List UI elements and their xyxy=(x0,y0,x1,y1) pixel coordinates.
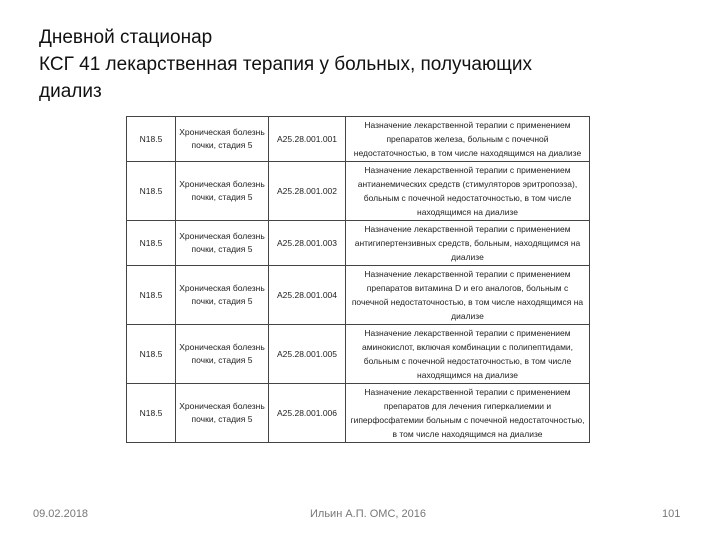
diagnosis-name-cell: Хроническая болезнь почки, стадия 5 xyxy=(176,221,269,266)
diagnosis-code-cell: N18.5 xyxy=(127,384,176,443)
service-description-cell: Назначение лекарственной терапии с применением препаратов железа, больным с почечной недостаточностью, в том числе находящимся на диализе xyxy=(346,117,590,162)
service-description-cell: Назначение лекарственной терапии с применением препаратов для лечения гиперкалиемии и гиперфосфатемии больным с почечной недостаточностью, в том числе находящимся на диализе xyxy=(346,384,590,443)
footer-author: Ильин А.П. ОМС, 2016 xyxy=(310,508,426,520)
table-row xyxy=(127,221,590,266)
diagnosis-code-cell: N18.5 xyxy=(127,266,176,325)
service-description-cell: Назначение лекарственной терапии с применением антианемических средств (стимуляторов эритропоэза), больным с почечной недостаточностью, в том числе находящимся на диализе xyxy=(346,162,590,221)
service-code-cell: A25.28.001.003 xyxy=(269,221,346,266)
diagnosis-name-cell: Хроническая болезнь почки, стадия 5 xyxy=(176,117,269,162)
diagnosis-name-cell: Хроническая болезнь почки, стадия 5 xyxy=(176,384,269,443)
service-code-cell: A25.28.001.004 xyxy=(269,266,346,325)
diagnosis-code-cell: N18.5 xyxy=(127,325,176,384)
title-line-1: Дневной стационар xyxy=(39,27,213,48)
table-row xyxy=(127,162,590,221)
diagnosis-name-cell: Хроническая болезнь почки, стадия 5 xyxy=(176,162,269,221)
diagnosis-name-cell: Хроническая болезнь почки, стадия 5 xyxy=(176,325,269,384)
service-description-cell: Назначение лекарственной терапии с применением аминокислот, включая комбинации с полипептидами, больным с почечной недостаточностью, в том числе находящимся на диализе xyxy=(346,325,590,384)
diagnosis-name-cell: Хроническая болезнь почки, стадия 5 xyxy=(176,266,269,325)
table-row xyxy=(127,117,590,162)
diagnosis-code-cell: N18.5 xyxy=(127,162,176,221)
service-code-cell: A25.28.001.002 xyxy=(269,162,346,221)
footer-date: 09.02.2018 xyxy=(33,508,89,520)
title-line-2: КСГ 41 лекарственная терапия у больных, получающих xyxy=(39,54,532,75)
service-description-cell: Назначение лекарственной терапии с применением препаратов витамина D и его аналогов, больным с почечной недостаточностью, в том числе находящимся на диализе xyxy=(346,266,590,325)
diagnosis-code-cell: N18.5 xyxy=(127,117,176,162)
ksg-table xyxy=(126,116,590,443)
service-description-cell: Назначение лекарственной терапии с применением антигипертензивных средств, больным, находящимся на диализе xyxy=(346,221,590,266)
table-row xyxy=(127,266,590,325)
service-code-cell: A25.28.001.001 xyxy=(269,117,346,162)
title-line-3: диализ xyxy=(39,81,102,102)
page-number: 101 xyxy=(662,508,681,520)
diagnosis-code-cell: N18.5 xyxy=(127,221,176,266)
service-code-cell: A25.28.001.005 xyxy=(269,325,346,384)
slide-title xyxy=(39,24,679,105)
ksg-table-container xyxy=(126,116,590,439)
table-row xyxy=(127,384,590,443)
table-row xyxy=(127,325,590,384)
service-code-cell: A25.28.001.006 xyxy=(269,384,346,443)
